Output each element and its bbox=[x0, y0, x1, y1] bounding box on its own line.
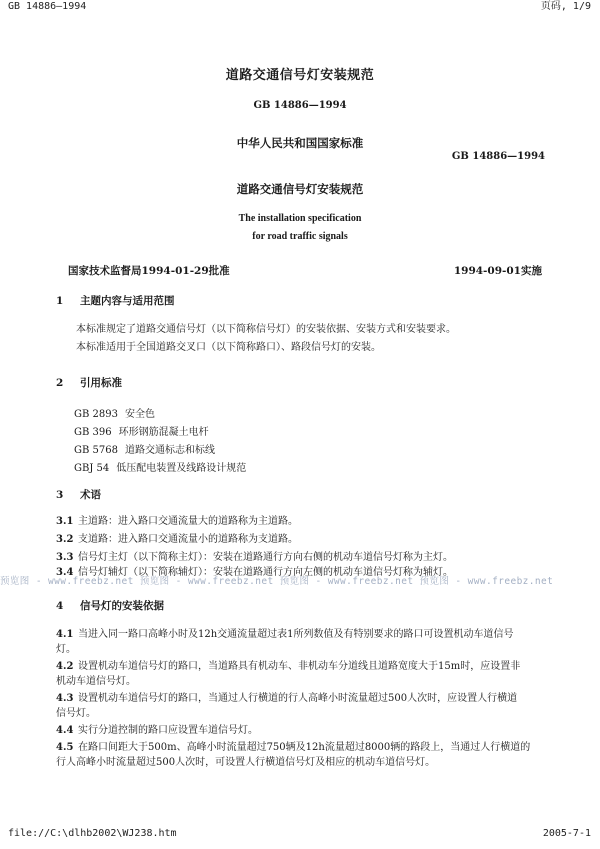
section-heading-4 bbox=[56, 598, 164, 613]
term-number: 3.4 bbox=[56, 567, 74, 578]
document-subtitle: 道路交通信号灯安装规范 bbox=[236, 182, 364, 196]
section1-paragraph-1: 本标准规定了道路交通信号灯（以下简称信号灯）的安装依据、安装方式和安装要求。 bbox=[76, 324, 456, 335]
national-standard-label: 中华人民共和国国家标准 bbox=[236, 136, 364, 150]
section-number: 4 bbox=[56, 600, 64, 612]
clause-4-3 bbox=[56, 691, 517, 706]
section-heading-2 bbox=[56, 375, 122, 390]
section-heading-3 bbox=[56, 487, 101, 502]
watermark-strip: 预览图 - www.freebz.net 预览图 - www.freebz.net 预览图 - www.freebz.net 预览图 - www.freebz.net bbox=[0, 576, 554, 587]
reference-code: GB 5768 bbox=[74, 445, 118, 456]
section-number: 3 bbox=[56, 489, 64, 501]
section1-paragraph-2: 本标准适用于全国道路交叉口（以下简称路口）、路段信号灯的安装。 bbox=[76, 342, 381, 353]
document-title: 道路交通信号灯安装规范 bbox=[225, 68, 375, 83]
section-number: 1 bbox=[56, 295, 64, 307]
implementation-date: 1994-09-01实施 bbox=[453, 265, 542, 277]
clause-number: 4.1 bbox=[56, 629, 74, 640]
clause-4-2 bbox=[56, 659, 520, 674]
clause-line-1: 实行分道控制的路口应设置车道信号灯。 bbox=[78, 725, 258, 736]
clause-number: 4.3 bbox=[56, 693, 74, 704]
clause-line-1: 当进入同一路口高峰小时及12h交通流量超过表1所列数值及有特别要求的路口可设置机动车道信号 bbox=[78, 629, 514, 640]
clause-4-2-continued: 机动车道信号灯。 bbox=[56, 676, 136, 687]
reference-item bbox=[74, 459, 246, 474]
section-title: 引用标准 bbox=[80, 377, 122, 389]
term-number: 3.2 bbox=[56, 534, 74, 545]
clause-line-1: 设置机动车道信号灯的路口，当通过人行横道的行人高峰小时流量超过500人次时，应设置人行横道 bbox=[78, 693, 518, 704]
clause-4-5-continued: 行人高峰小时流量超过500人次时，可设置人行横道信号灯及相应的机动车道信号灯。 bbox=[56, 757, 436, 768]
clause-4-5 bbox=[56, 740, 530, 755]
clause-number: 4.5 bbox=[56, 742, 74, 753]
standard-code: GB 14886—1994 bbox=[253, 100, 347, 111]
clause-number: 4.4 bbox=[56, 725, 74, 736]
clause-4-1-continued: 灯。 bbox=[56, 644, 76, 655]
reference-title: 环形钢筋混凝土电杆 bbox=[118, 427, 209, 438]
reference-title: 道路交通标志和标线 bbox=[124, 445, 215, 456]
clause-4-1 bbox=[56, 627, 514, 642]
reference-item bbox=[74, 405, 155, 420]
clause-line-1: 设置机动车道信号灯的路口，当道路具有机动车、非机动车分道线且道路宽度大于15m时，应设置非 bbox=[78, 661, 521, 672]
section-heading-1 bbox=[56, 293, 175, 308]
page-header bbox=[0, 0, 600, 14]
term-item bbox=[56, 514, 298, 529]
header-page-number: 页码, 1/9 bbox=[540, 1, 591, 12]
clause-4-3-continued: 信号灯。 bbox=[56, 708, 96, 719]
term-text: 支道路：进入路口交通流量小的道路称为支道路。 bbox=[78, 534, 298, 545]
footer-file-path: file://C:\dlhb2002\WJ238.htm bbox=[8, 828, 177, 839]
section-title: 信号灯的安装依据 bbox=[80, 600, 164, 612]
reference-item bbox=[74, 423, 209, 438]
clause-4-4 bbox=[56, 723, 258, 738]
page-footer bbox=[0, 827, 600, 841]
english-title-line1: The installation specification bbox=[238, 213, 362, 224]
english-title-line2: for road traffic signals bbox=[252, 231, 348, 242]
standard-code-right: GB 14886—1994 bbox=[451, 151, 545, 162]
term-text: 主道路：进入路口交通流量大的道路称为主道路。 bbox=[78, 516, 298, 527]
reference-code: GB 2893 bbox=[74, 409, 118, 420]
footer-date: 2005-7-1 bbox=[542, 828, 591, 839]
header-doc-code: GB 14886—1994 bbox=[8, 1, 87, 12]
issue-date: 国家技术监督局1994-01-29批准 bbox=[68, 265, 230, 277]
term-item bbox=[56, 532, 298, 547]
reference-title: 安全色 bbox=[124, 409, 155, 420]
term-text: 信号灯辅灯（以下简称辅灯）：安装在道路通行方向左侧的机动车道信号灯称为辅灯。 bbox=[78, 567, 453, 578]
term-number: 3.3 bbox=[56, 552, 74, 563]
clause-line-1: 在路口间距大于500m、高峰小时流量超过750辆及12h流量超过8000辆的路段上，当通过人行横道的 bbox=[78, 742, 531, 753]
reference-title: 低压配电装置及线路设计规范 bbox=[116, 463, 247, 474]
term-text: 信号灯主灯（以下简称主灯）：安装在道路通行方向右侧的机动车道信号灯称为主灯。 bbox=[78, 552, 453, 563]
term-number: 3.1 bbox=[56, 516, 74, 527]
clause-number: 4.2 bbox=[56, 661, 74, 672]
term-item bbox=[56, 550, 453, 565]
section-title: 术语 bbox=[80, 489, 101, 501]
section-number: 2 bbox=[56, 377, 64, 389]
section-title: 主题内容与适用范围 bbox=[80, 295, 175, 307]
reference-code: GB 396 bbox=[74, 427, 112, 438]
reference-code: GBJ 54 bbox=[74, 463, 110, 474]
reference-item bbox=[74, 441, 215, 456]
